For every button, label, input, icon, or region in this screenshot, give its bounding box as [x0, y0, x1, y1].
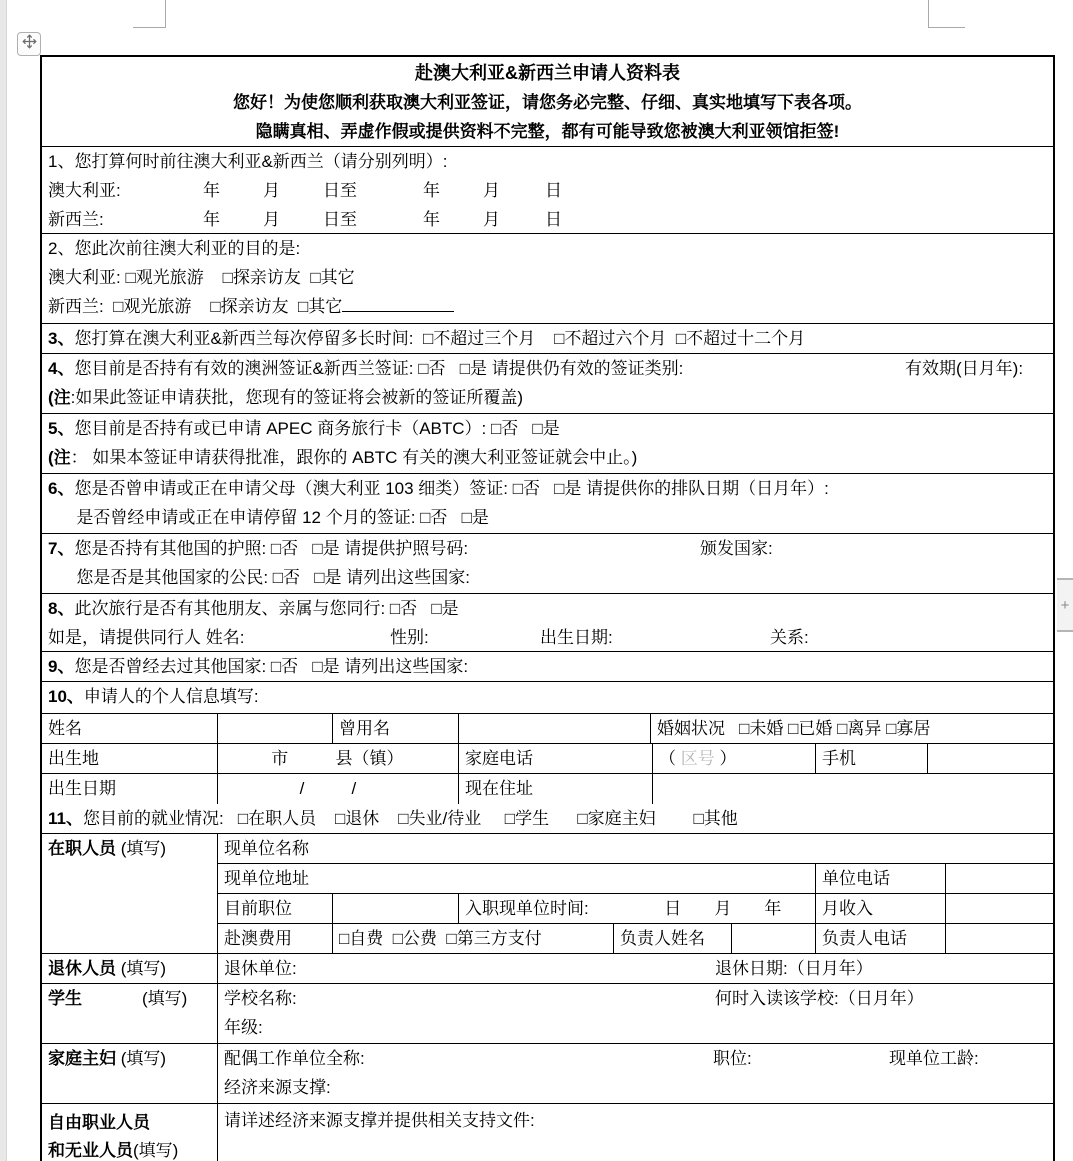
q7-number: 7、	[48, 539, 75, 558]
q11-question: 您目前的就业情况: □在职人员 □退休 □失业/待业 □学生 □家庭主妇 □其他	[82, 809, 738, 828]
form-row-q6	[42, 474, 1053, 534]
relation-label: 关系:	[770, 628, 809, 647]
monthly-income-field[interactable]	[946, 894, 1053, 923]
employer-name-label: 现单位名称	[224, 839, 309, 858]
q4-note: (注:如果此签证申请获批，您现有的签证将会被新的签证所覆盖)	[48, 388, 524, 407]
birthplace-label: 出生地	[42, 744, 218, 773]
manager-phone-field[interactable]	[946, 924, 1053, 953]
mobile-label: 手机	[816, 744, 928, 773]
manager-phone-label: 负责人电话	[816, 924, 946, 953]
freelancer-section	[42, 1104, 1053, 1161]
form-row-q1	[42, 147, 1053, 234]
manager-name-field[interactable]	[732, 924, 816, 953]
marital-status-options: 婚姻状况 □未婚 □已婚 □离异 □寡居	[657, 719, 931, 738]
q4-number: 4、	[48, 359, 75, 378]
q6-question: 您是否曾申请或正在申请父母（澳大利亚 103 细类）签证: □否 □是 请提供你的排队日期（日月年）:	[74, 479, 829, 498]
q2-question: 2、您此次前往澳大利亚的目的是:	[48, 239, 301, 258]
form-row-q10	[42, 682, 1053, 714]
form-row-q11	[42, 804, 1053, 834]
retired-date-label: 退休日期:（日月年）	[715, 959, 873, 978]
q8-question: 此次旅行是否有其他朋友、亲属与您同行: □否 □是	[74, 599, 459, 618]
dob-label: 出生日期:	[540, 628, 613, 647]
employer-address-label: 现单位地址	[218, 864, 816, 893]
q10-number: 10、	[48, 687, 84, 706]
grade-label: 年级:	[224, 1018, 263, 1037]
name-label: 姓名	[42, 714, 218, 743]
employed-section	[42, 834, 1053, 954]
form-row-q2	[42, 234, 1053, 324]
plus-icon: +	[1060, 596, 1070, 614]
employer-phone-label: 单位电话	[816, 864, 946, 893]
retired-unit-label: 退休单位:	[224, 959, 297, 978]
employer-address-row	[218, 864, 1053, 894]
employed-label: 在职人员 (填写)	[42, 834, 218, 953]
mobile-field[interactable]	[928, 744, 1053, 773]
form-row-q8	[42, 594, 1053, 652]
q3-number: 3、	[48, 329, 75, 348]
enroll-date-label: 何时入读该学校:（日月年）	[715, 989, 924, 1008]
former-name-field[interactable]	[459, 714, 651, 743]
q8-companion-fields: 如是，请提供同行人 姓名: 性别: 出生日期: 关系:	[42, 623, 1053, 652]
birthplace-field[interactable]: 市 县（镇）	[218, 744, 459, 773]
area-code-field[interactable]: （ 区号 ）	[653, 744, 816, 773]
other-blank-underline	[342, 292, 454, 312]
position-field[interactable]	[333, 894, 459, 923]
personal-info-table	[42, 714, 1053, 804]
employer-phone-field[interactable]	[946, 864, 1053, 893]
position-label: 目前职位	[218, 894, 333, 923]
form-intro-line1: 您好！为使您顺利获取澳大利亚签证，请您务必完整、仔细、真实地填写下表各项。	[233, 93, 862, 112]
q1-australia-dates: 澳大利亚: 年 月 日至 年 月 日	[48, 181, 562, 200]
form-title: 赴澳大利亚&新西兰申请人资料表	[415, 63, 680, 83]
housewife-section	[42, 1044, 1053, 1104]
q6-number: 6、	[48, 479, 75, 498]
freelancer-label: 自由职业人员 和无业人员(填写)	[42, 1104, 218, 1161]
q6-subquestion: 是否曾经申请或正在申请停留 12 个月的签证: □否 □是	[48, 508, 489, 527]
form-row-q7	[42, 534, 1053, 594]
form-header	[42, 57, 1053, 147]
table-move-handle[interactable]	[17, 32, 41, 56]
q4-validity-label: 有效期(日月年):	[905, 359, 1024, 378]
employer-name-row	[218, 834, 1053, 864]
housewife-label: 家庭主妇 (填写)	[42, 1044, 218, 1103]
move-icon	[22, 34, 37, 54]
spouse-position-label: 职位:	[713, 1049, 752, 1068]
address-label: 现在住址	[459, 774, 653, 804]
retired-label: 退休人员 (填写)	[42, 954, 218, 983]
spouse-employer-label: 配偶工作单位全称:	[224, 1049, 365, 1068]
gender-label: 性别:	[390, 628, 429, 647]
former-name-label: 曾用名	[333, 714, 459, 743]
name-field[interactable]	[218, 714, 333, 743]
q1-newzealand-dates: 新西兰: 年 月 日至 年 月 日	[48, 210, 562, 229]
school-name-label: 学校名称:	[224, 989, 297, 1008]
q2-newzealand-options: 新西兰: □观光旅游 □探亲访友 □其它	[42, 292, 1053, 321]
financial-support-label: 经济来源支撑:	[224, 1078, 331, 1097]
q7-question: 您是否持有其他国的护照: □否 □是 请提供护照号码:	[74, 539, 469, 558]
student-label: 学生 (填写)	[42, 984, 218, 1043]
insert-handle-button[interactable]	[1057, 578, 1073, 632]
area-code-placeholder: 区号	[680, 749, 715, 768]
student-section	[42, 984, 1053, 1044]
dob-field[interactable]: / /	[218, 774, 459, 804]
table-row-birthplace	[42, 744, 1053, 774]
page-edge-strip	[0, 0, 7, 1161]
q2-australia-options: 澳大利亚: □观光旅游 □探亲访友 □其它	[48, 268, 355, 287]
form-intro-line2: 隐瞒真相、弄虚作假或提供资料不完整，都有可能导致您被澳大利亚领馆拒签!	[255, 122, 840, 141]
q9-number: 9、	[48, 657, 75, 676]
q1-question: 1、您打算何时前往澳大利亚&新西兰（请分别列明）:	[48, 152, 448, 171]
expense-options: □自费 □公费 □第三方支付	[333, 924, 614, 953]
q3-question: 您打算在澳大利亚&新西兰每次停留多长时间: □不超过三个月 □不超过六个月 □不超过十二个月	[74, 329, 806, 348]
q5-question: 您目前是否持有或已申请 APEC 商务旅行卡（ABTC）: □否 □是	[74, 419, 560, 438]
dob-label: 出生日期	[42, 774, 218, 804]
freelancer-instruction: 请详述经济来源支撑并提供相关支持文件:	[224, 1111, 535, 1130]
q7-issue-country-label: 颁发国家:	[700, 539, 773, 558]
text-boundary-corner-left	[133, 0, 166, 28]
form-row-q4	[42, 354, 1053, 414]
table-row-dob	[42, 774, 1053, 804]
q5-note: (注： 如果本签证申请获得批准，跟你的 ABTC 有关的澳大利亚签证就会中止。)	[48, 448, 638, 467]
q11-number: 11、	[48, 809, 83, 828]
position-row	[218, 894, 1053, 924]
address-field[interactable]	[653, 774, 1053, 804]
q5-number: 5、	[48, 419, 75, 438]
q4-question: 您目前是否持有有效的澳洲签证&新西兰签证: □否 □是 请提供仍有效的签证类别:	[74, 359, 684, 378]
q10-question: 申请人的个人信息填写:	[83, 687, 259, 706]
manager-name-label: 负责人姓名	[614, 924, 732, 953]
join-date-label: 入职现单位时间: 日 月 年	[459, 894, 816, 923]
text-boundary-corner-right	[928, 0, 965, 28]
expense-label: 赴澳费用	[218, 924, 333, 953]
q7-subquestion: 您是否是其他国家的公民: □否 □是 请列出这些国家:	[48, 568, 470, 587]
monthly-income-label: 月收入	[816, 894, 946, 923]
table-row-name	[42, 714, 1053, 744]
retired-section	[42, 954, 1053, 984]
application-form-table[interactable]	[40, 55, 1055, 1161]
q8-number: 8、	[48, 599, 75, 618]
q9-question: 您是否曾经去过其他国家: □否 □是 请列出这些国家:	[74, 657, 469, 676]
spouse-years-label: 现单位工龄:	[889, 1049, 979, 1068]
expense-row	[218, 924, 1053, 953]
form-row-q9	[42, 652, 1053, 682]
form-row-q3	[42, 324, 1053, 354]
form-row-q5	[42, 414, 1053, 474]
home-phone-label: 家庭电话	[459, 744, 653, 773]
